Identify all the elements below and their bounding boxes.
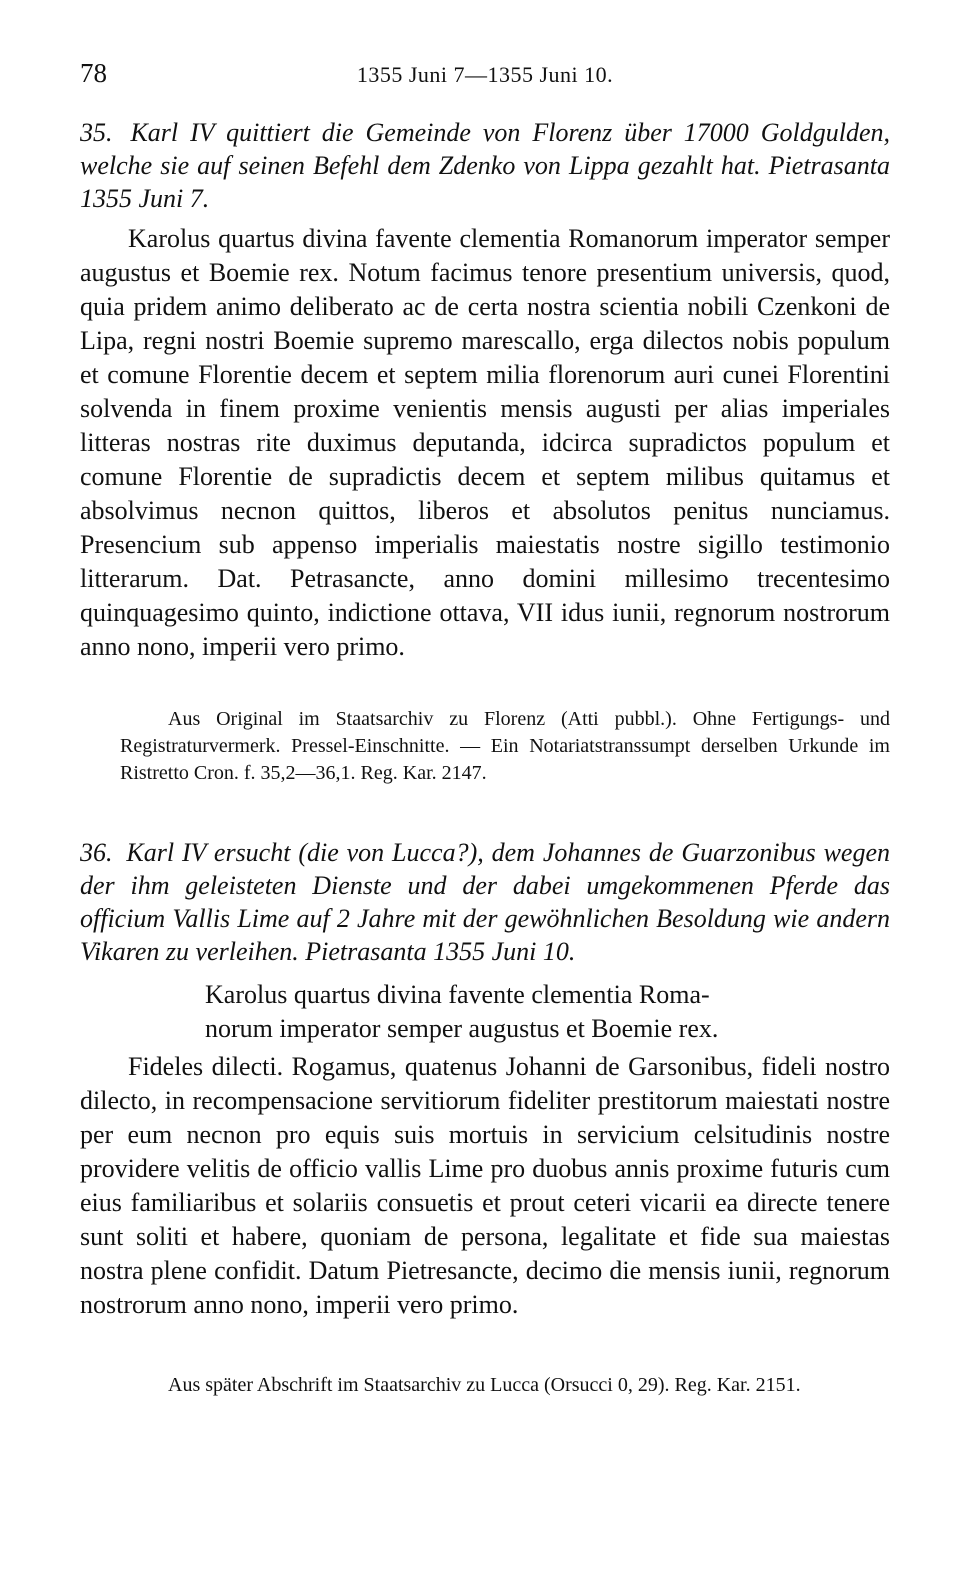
doc-35-body: Karolus quartus divina favente clementia Romanorum imperator semper augustus et Boemie rex. Notum facimus tenore presentium universis, quod, quia pridem animo deliberato ac de certa nostra scientia nobili Czenkoni de Lipa, regni nostri Boemie supremo marescallo, erga dilectos nobis populum et comune Florentie decem et septem milia florenorum auri cunei Florentini solvenda in finem proxime venientis mensis augusti per alias imperiales litteras nostras rite duximus deputanda, idcirca supradictos populum et comune Florentie de supradictis decem et septem milibus quitamus et absolvimus necnon quittos, liberos et absolutos penitus nunciamus. Presencium sub appenso imperialis maiestatis nostre sigillo testimonio litterarum. Dat. Petrasancte, anno domini millesimo trecentesimo quinquagesimo quinto, indictione ottava, VII idus iunii, regnorum nostrorum anno nono, imperii vero primo. [80, 224, 890, 661]
running-head: 1355 Juni 7—1355 Juni 10. [356, 62, 614, 87]
page-header [80, 58, 890, 94]
doc-35-heading [80, 116, 890, 215]
intitulatio-line-2: norum imperator semper augustus et Boemie rex. [205, 1014, 719, 1043]
page-number: 78 [80, 58, 107, 88]
doc-36-heading [80, 836, 890, 968]
doc-36-source-note [120, 1372, 890, 1399]
doc-35-note: Aus Original im Staatsarchiv zu Florenz (Atti pubbl.). Ohne Fertigungs- und Registraturvermerk. Pressel-Einschnitte. — Ein Notariatstranssumpt derselben Urkunde im Ristretto Cron. f. 35,2—36,1. Reg. Kar. 2147. [120, 708, 890, 784]
doc-35-regest: Karl IV quittiert die Gemeinde von Florenz über 17000 Goldgulden, welche sie auf seinen Befehl dem Zdenko von Lippa gezahlt hat. Pietrasanta 1355 Juni 7. [80, 118, 891, 213]
doc-35-number: 35. [80, 118, 113, 147]
intitulatio-line-1: Karolus quartus divina favente clementia Roma- [205, 980, 710, 1009]
doc-36-number: 36. [80, 838, 113, 867]
doc-36-text [80, 1050, 890, 1322]
doc-35-source-note [120, 706, 890, 787]
doc-36-regest: Karl IV ersucht (die von Lucca?), dem Johannes de Guarzonibus wegen der ihm geleisteten Dienste und der dabei umgekommenen Pferde das officium Vallis Lime auf 2 Jahre mit der gewöhnlichen Besoldung wie andern Vikaren zu verleihen. Pietrasanta 1355 Juni 10. [80, 838, 890, 966]
doc-36-intitulatio [205, 978, 890, 1046]
doc-36-note: Aus später Abschrift im Staatsarchiv zu Lucca (Orsucci 0, 29). Reg. Kar. 2151. [168, 1374, 801, 1396]
doc-36-body: Fideles dilecti. Rogamus, quatenus Johanni de Garsonibus, fideli nostro dilecto, in recompensacione servitiorum fideliter prestitorum maiestati nostre per eum necnon pro equis suis mortuis in servicium celsitudinis nostre providere velitis de officio vallis Lime pro duobus annis proxime futuris cum eius familiaribus et solariis consuetis et prout ceteri vicarii ea directe tenere sunt soliti et habere, quoniam de persona, legalitate et fide sua maiestas nostra plene confidit. Datum Pietresancte, decimo die mensis iunii, regnorum nostrorum anno nono, imperii vero primo. [80, 1052, 890, 1319]
doc-35-text [80, 222, 890, 664]
